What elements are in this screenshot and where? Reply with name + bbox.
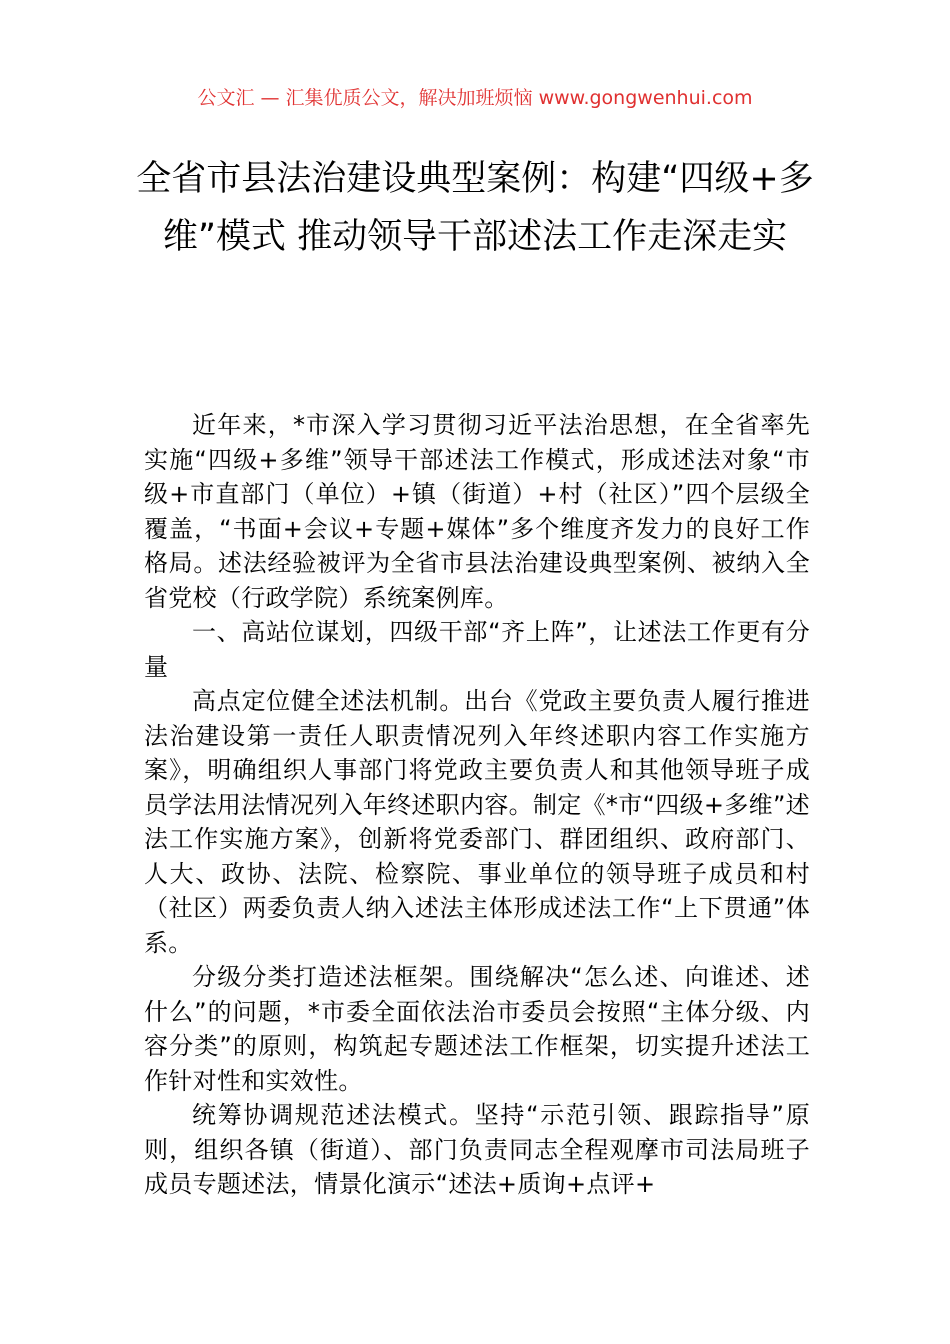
document-title: 全省市县法治建设典型案例：构建“四级+多维”模式 推动领导干部述法工作走深走实 [136,159,814,257]
paragraph-mode: 统筹协调规范述法模式。坚持“示范引领、跟踪指导”原则，组织各镇（街道）、部门负责同志全程观摩市司法局班子成员专题述法，情景化演示“述法+质询+点评+ [144,1101,810,1198]
section-heading-1: 一、高站位谋划，四级干部“齐上阵”，让述法工作更有分量 [144,618,810,681]
paragraph-framework: 分级分类打造述法框架。围绕解决“怎么述、向谁述、述什么”的问题，*市委全面依法治市委员会按照“主体分级、内容分类”的原则，构筑起专题述法工作框架，切实提升述法工作针对性和实效性。 [144,963,811,1095]
header-banner[interactable]: 公文汇 — 汇集优质公文，解决加班烦恼 www.gongwenhui.com [197,87,753,109]
document-body [144,408,810,1202]
paragraph-mechanism: 高点定位健全述法机制。出台《党政主要负责人履行推进法治建设第一责任人职责情况列入年终述职内容工作实施方案》，明确组织人事部门将党政主要负责人和其他领导班子成员学法用法情况列入年终述职内容。制定《*市“四级+多维”述法工作实施方案》，创新将党委部门、群团组织、政府部门、人大、政协、法院、检察院、事业单位的领导班子成员和村（社区）两委负责人纳入述法主体形成述法工作“上下贯通”体系。 [144,687,810,957]
paragraph-intro: 近年来，*市深入学习贯彻习近平法治思想，在全省率先实施“四级+多维”领导干部述法工作模式，形成述法对象“市级+市直部门（单位）+镇（街道）+村（社区）”四个层级全覆盖，“书面+会议+专题+媒体”多个维度齐发力的良好工作格局。述法经验被评为全省市县法治建设典型案例、被纳入全省党校（行政学院）系统案例库。 [144,411,810,612]
